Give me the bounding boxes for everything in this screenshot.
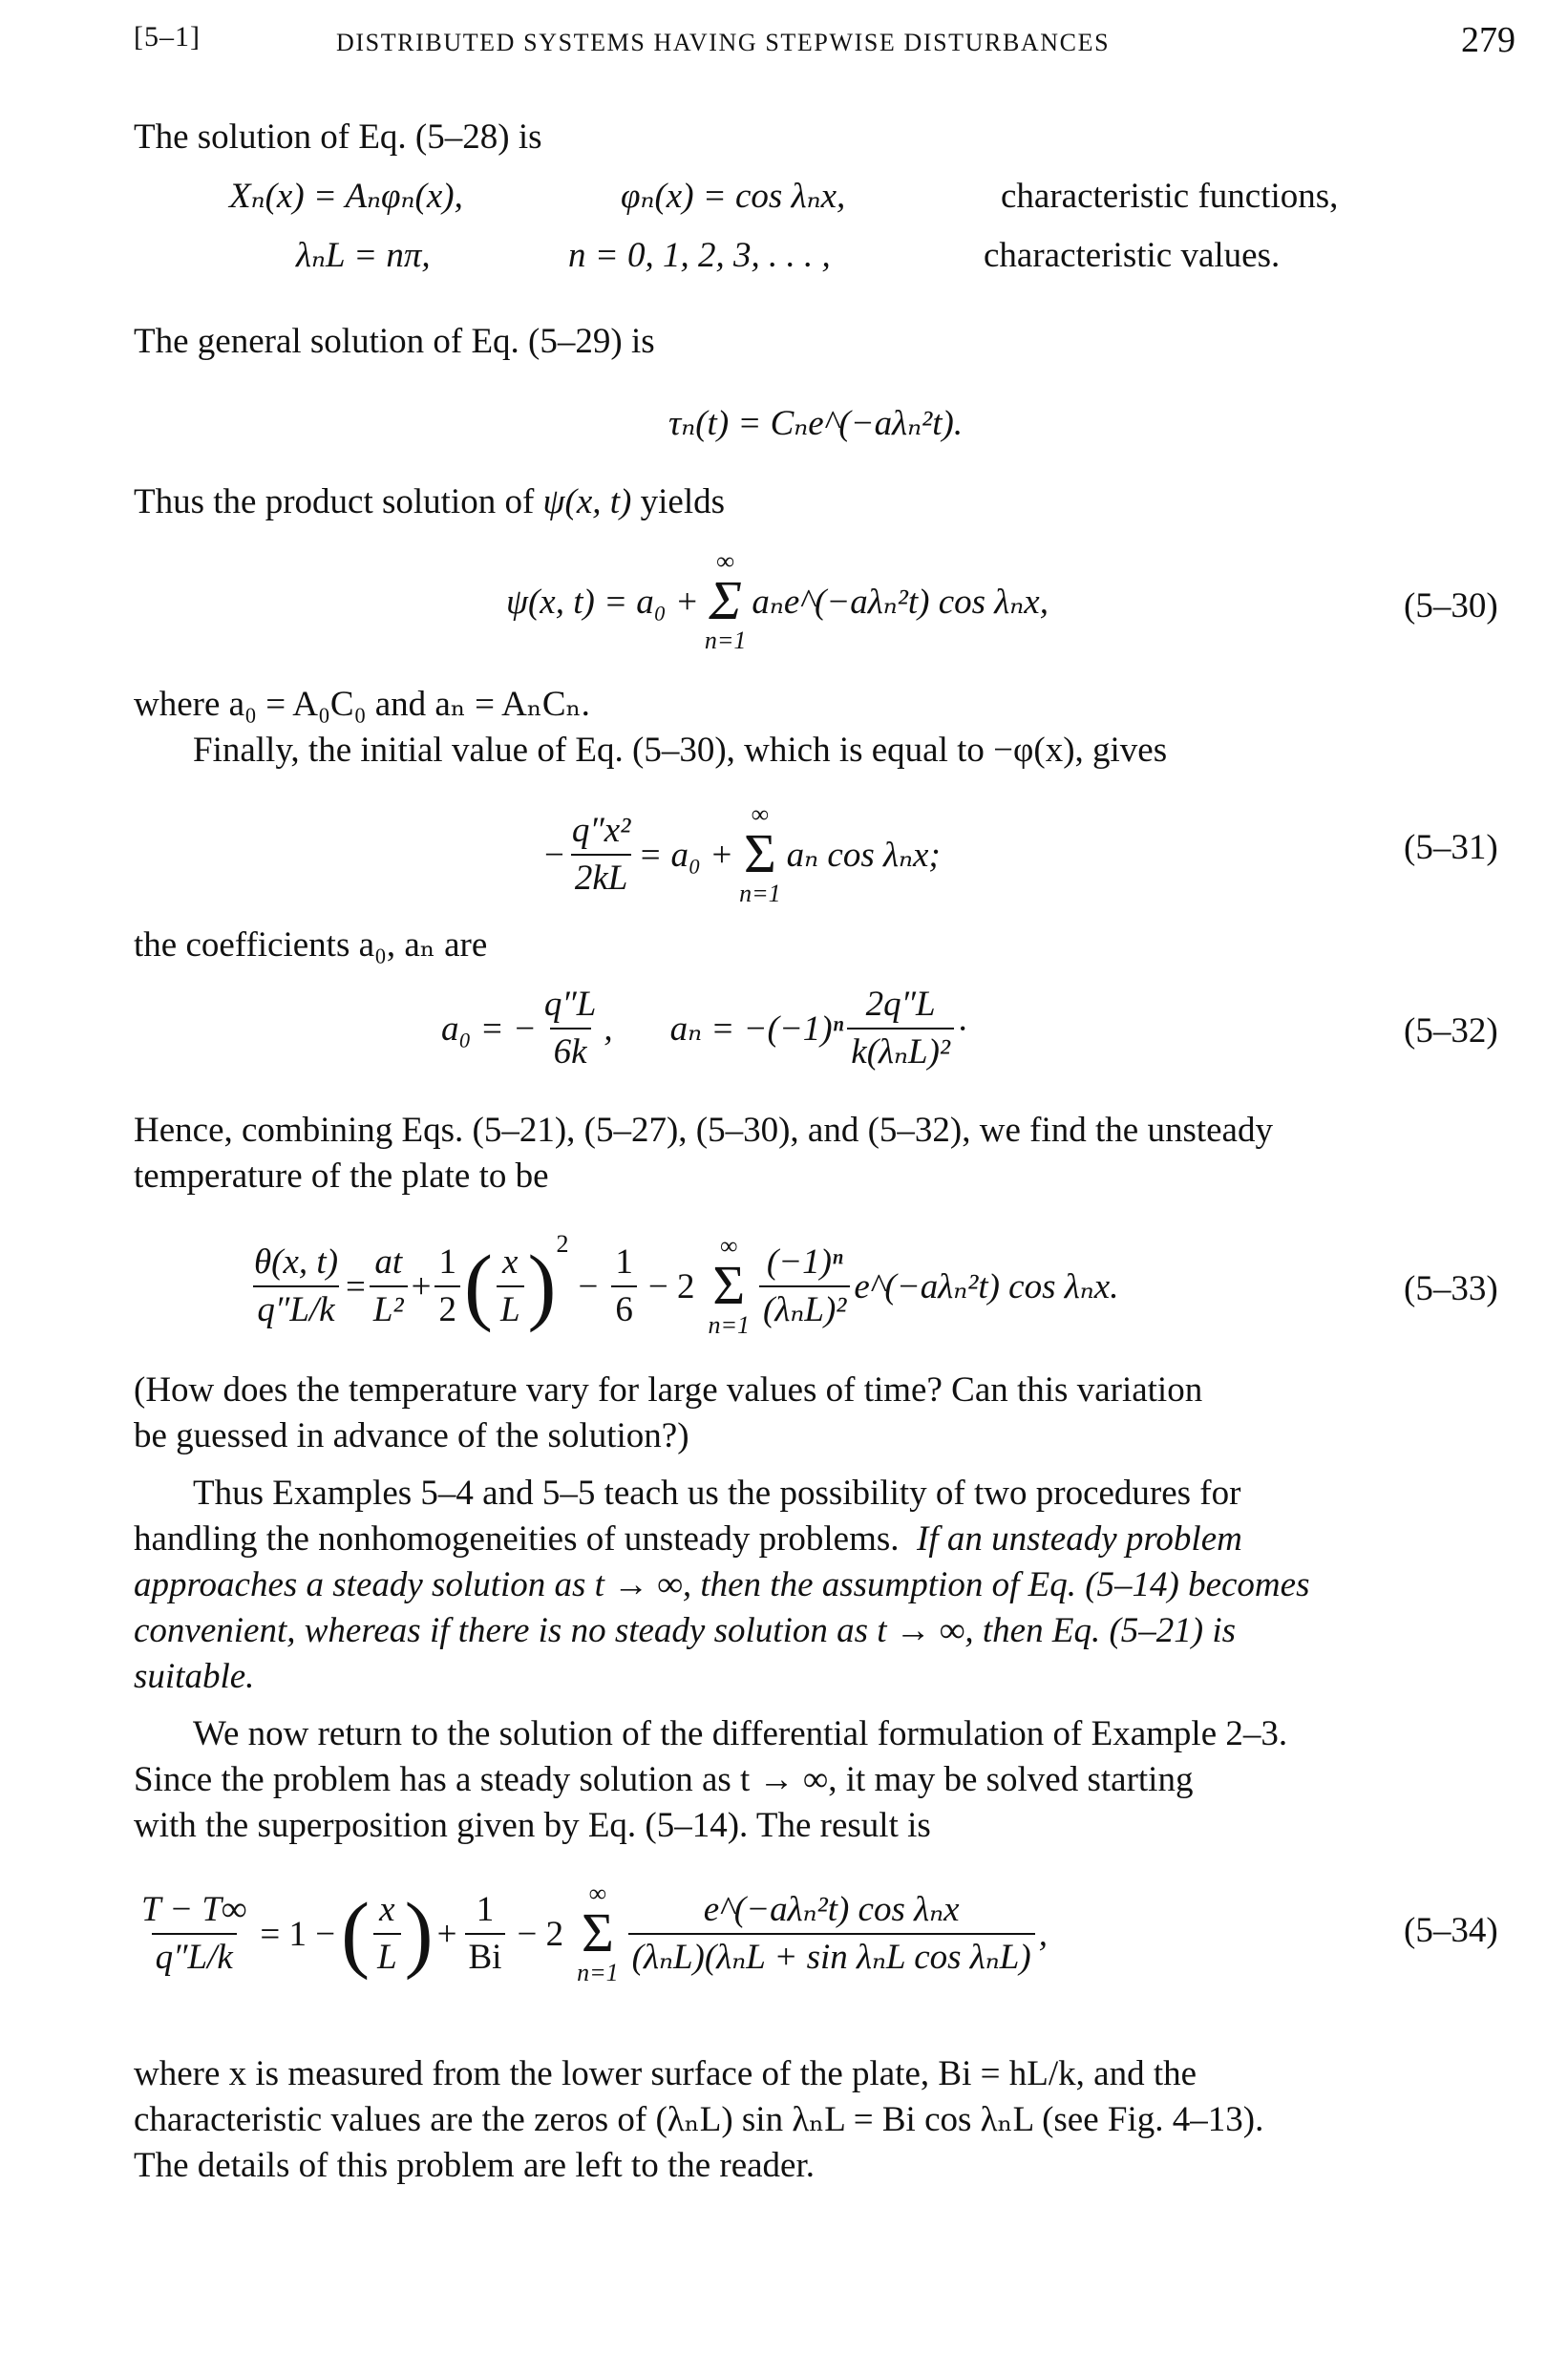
equation-characteristic-functions-left: Xₙ(x) = Aₙφₙ(x), (229, 177, 463, 216)
paragraph-where-x-line2: characteristic values are the zeros of (λₙL) sin λₙL = Bi cos λₙL (see Fig. 4–13). (134, 2100, 1264, 2139)
eq-531-rhs: aₙ cos λₙx; (786, 836, 941, 875)
running-title: DISTRIBUTED SYSTEMS HAVING STEPWISE DISTURBANCES (336, 29, 1111, 56)
equation-characteristic-values-left: λₙL = nπ, (296, 236, 431, 275)
text-segment: handling the nonhomogeneities of unsteady problems. (134, 1519, 900, 1559)
paragraph-procedures-line5: suitable. (134, 1657, 255, 1696)
paragraph-initial-value: Finally, the initial value of Eq. (5–30), which is equal to −φ(x), gives (193, 731, 1168, 770)
equation-5-31 (544, 802, 941, 907)
equation-number-5-33: (5–33) (1404, 1269, 1498, 1308)
fraction: $\frac{x}{L}$ (497, 1242, 524, 1331)
equation-number-5-31: (5–31) (1404, 828, 1498, 867)
equation-tau: τₙ(t) = Cₙe^(−aλₙ²t). (668, 404, 964, 443)
paragraph-intro: The solution of Eq. (5–28) is (134, 117, 542, 157)
text-segment: yields (631, 482, 726, 521)
fraction: $\frac{\theta(x, t)}{q''L/k}$ (254, 1242, 339, 1329)
paragraph-question-line1: (How does the temperature vary for large values of time? Can this variation (134, 1370, 1203, 1410)
eq-533-tail: e^(−aλₙ²t) cos λₙx. (854, 1267, 1119, 1306)
equation-5-32: a₀ = − $\frac{q''L}{6k}$ , aₙ = −(−1)ⁿ $\frac{2q''L}{\text{k(λₙL)²}}$ · (441, 985, 967, 1072)
paragraph-where-x-line3: The details of this problem are left to the reader. (134, 2146, 816, 2185)
paragraph-general-solution: The general solution of Eq. (5–29) is (134, 322, 655, 361)
eq-530-lhs: ψ(x, t) = a₀ + (506, 582, 699, 622)
summation-symbol: ∞ Σ n=1 (704, 547, 747, 654)
page-number: 279 (1461, 20, 1515, 60)
fraction: $\frac{\text{(−1)ⁿ}}{\text{(λₙL)²}}$ (759, 1242, 850, 1331)
paragraph-return-line1: We now return to the solution of the differential formulation of Example 2–3. (193, 1714, 1288, 1753)
paragraph-coefficients: the coefficients a₀, aₙ are (134, 925, 488, 965)
equation-characteristic-values-mid: n = 0, 1, 2, 3, . . . , (568, 236, 831, 275)
paragraph-procedures-line1: Thus Examples 5–4 and 5–5 teach us the possibility of two procedures for (193, 1474, 1241, 1513)
label-characteristic-functions: characteristic functions, (1001, 177, 1339, 216)
paragraph-procedures-line4: convenient, whereas if there is no steady solution as t → ∞, then Eq. (5–21) is (134, 1611, 1237, 1650)
fraction: $\frac{2q''L}{\text{k(λₙL)²}}$ (847, 984, 954, 1073)
text-segment: Thus the product solution of (134, 482, 543, 521)
label-characteristic-values: characteristic values. (984, 236, 1281, 275)
equation-5-34: $\frac{T - T\infty}{q''L/k}$ = 1 − ( $\frac{x}{L}$ ) + $\frac{1}{Bi}$ − 2 ∞ Σ n=1 $\frac{\text{e\textasciicircum{}(−aλₙ²t) cos λₙx}}{\text{(λₙL)(λₙL + sin λₙL cos λₙL)}}$ , (134, 1881, 1048, 1986)
equation-number-5-32: (5–32) (1404, 1011, 1498, 1051)
fraction: $\frac{1}{2}$ (434, 1242, 460, 1331)
equation-characteristic-functions-mid: φₙ(x) = cos λₙx, (621, 177, 846, 216)
eq-534-mid: = 1 − (260, 1914, 336, 1954)
equation-5-33: $\frac{\theta(x, t)}{q''L/k}$ = $\frac{at}{\text{L²}}$ + $\frac{1}{2}$ ( $\frac{x}{L}$ ) 2 − $\frac{1}{6}$ − 2 ∞ Σ n=1 $\frac{\text{(−1)ⁿ}}{\text{(λₙL)²}}$ e^(−aλₙ²t) cos λₙx. (246, 1234, 1118, 1339)
paragraph-product-solution (134, 479, 725, 525)
fraction: $\frac{1}{Bi}$ (465, 1889, 506, 1979)
eq-532-a0: a₀ = − (441, 1008, 537, 1049)
paragraph-return-line2: Since the problem has a steady solution as t → ∞, it may be solved starting (134, 1760, 1194, 1799)
summation-symbol: ∞ Σ n=1 (739, 800, 781, 907)
summation-symbol: ∞ Σ n=1 (577, 1879, 619, 1986)
equation-5-30 (506, 549, 1049, 654)
psi-symbol: ψ(x, t) (542, 482, 632, 521)
paragraph-question-line2: be guessed in advance of the solution?) (134, 1416, 689, 1455)
equation-number-5-34: (5–34) (1404, 1911, 1498, 1950)
fraction: $\frac{1}{6}$ (611, 1242, 637, 1331)
eq-530-rhs: aₙe^(−aλₙ²t) cos λₙx, (752, 583, 1049, 622)
paragraph-return-line3: with the superposition given by Eq. (5–14). The result is (134, 1806, 931, 1845)
paragraph-hence-line1: Hence, combining Eqs. (5–21), (5–27), (5–30), and (5–32), we find the unsteady (134, 1111, 1273, 1150)
fraction: $\frac{x}{L}$ (373, 1889, 401, 1979)
paragraph-procedures-line2 (134, 1517, 1242, 1562)
fraction: $\frac{\text{q″x²}}{2kL}$ (571, 811, 631, 898)
italic-statement: If an unsteady problem (917, 1519, 1242, 1559)
paragraph-where-a0: where a₀ = A₀C₀ and aₙ = AₙCₙ. (134, 685, 590, 724)
section-number: [5–1] (134, 21, 201, 53)
paragraph-procedures-line3: approaches a steady solution as t → ∞, then the assumption of Eq. (5–14) becomes (134, 1565, 1310, 1604)
fraction: $\frac{q''L}{6k}$ (543, 985, 597, 1072)
summation-symbol: ∞ Σ n=1 (708, 1232, 751, 1339)
eq-531-mid: = a₀ + (638, 835, 734, 875)
paragraph-where-x-line1: where x is measured from the lower surface of the plate, Bi = hL/k, and the (134, 2054, 1197, 2093)
fraction: $\frac{T - T\infty}{q''L/k}$ (141, 1890, 247, 1977)
equation-number-5-30: (5–30) (1404, 586, 1498, 626)
fraction: $\frac{at}{\text{L²}}$ (370, 1242, 408, 1331)
fraction: $\frac{\text{e\textasciicircum{}(−aλₙ²t) cos λₙx}}{\text{(λₙL)(λₙL + sin λₙL cos λₙL)}}$ (628, 1889, 1035, 1979)
eq-532-an: aₙ = −(−1)ⁿ (669, 1009, 844, 1049)
paragraph-hence-line2: temperature of the plate to be (134, 1157, 549, 1196)
minus-sign: − (544, 835, 564, 875)
